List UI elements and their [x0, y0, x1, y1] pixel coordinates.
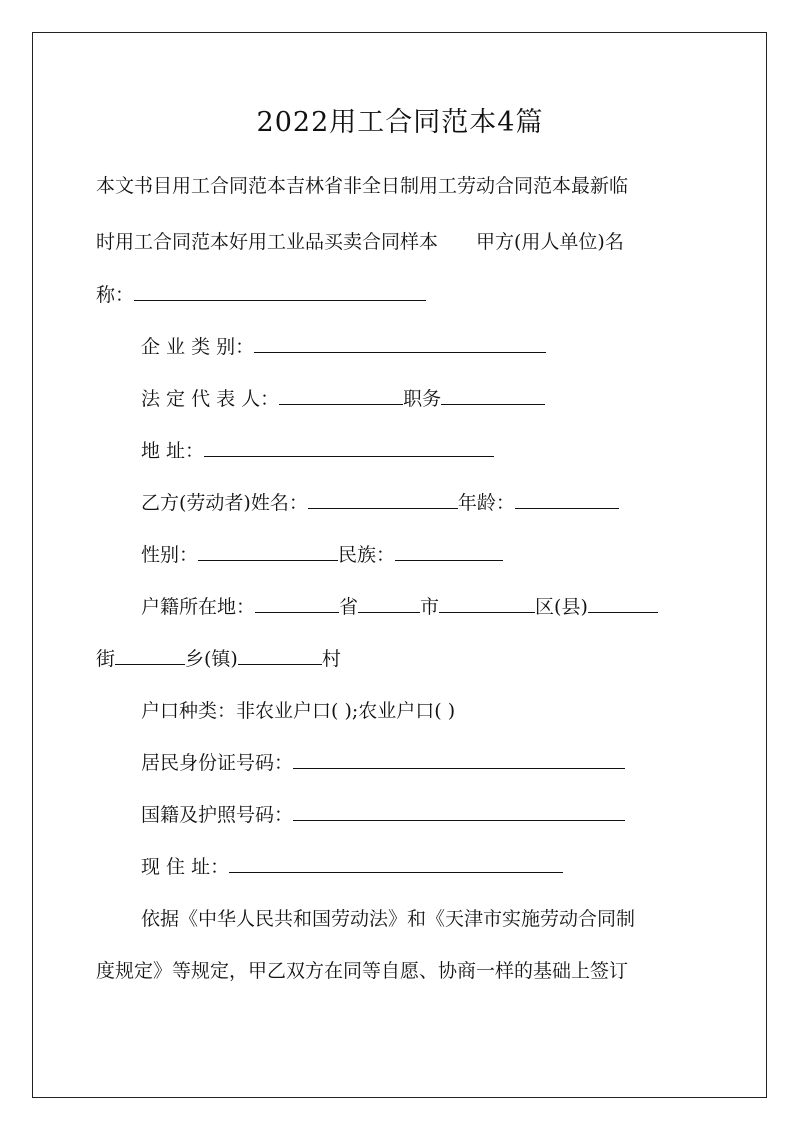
residence-row: [141, 854, 563, 880]
address-row: [141, 438, 494, 464]
district-after-blank: [588, 594, 658, 613]
id-number-label: 居民身份证号码：: [141, 752, 294, 774]
employer-name-label: 称：: [96, 284, 135, 306]
party-b-name-blank: [308, 490, 458, 509]
province-blank: [255, 594, 339, 613]
city-blank: [358, 594, 420, 613]
hukou-type-row: 户口种类：非农业户口( );农业户口( ): [141, 700, 456, 722]
position-blank: [441, 386, 545, 405]
township-blank: [238, 646, 322, 665]
residence-label: 现 住 址：: [141, 856, 230, 878]
hukou-location-row-2: [96, 646, 341, 672]
representative-row: [141, 386, 545, 412]
village-label: 村: [321, 648, 341, 670]
age-label: 年龄：: [457, 492, 515, 514]
township-label: 乡(镇): [185, 648, 238, 670]
address-label: 地 址：: [141, 440, 205, 462]
position-label: 职务: [403, 388, 442, 410]
category-row: [141, 334, 546, 360]
category-blank: [254, 334, 546, 353]
hukou-location-row: [141, 594, 658, 620]
province-label: 省: [339, 596, 359, 618]
party-b-row: [141, 490, 619, 516]
id-number-row: [141, 750, 625, 776]
basis-line-1: 依据《中华人民共和国劳动法》和《天津市实施劳动合同制: [141, 908, 636, 930]
party-b-name-label: 乙方(劳动者)姓名：: [141, 492, 308, 514]
passport-blank: [293, 802, 625, 821]
street-label: 街: [96, 648, 116, 670]
ethnicity-blank: [395, 542, 503, 561]
district-blank: [439, 594, 535, 613]
passport-label: 国籍及护照号码：: [141, 804, 294, 826]
gender-blank: [198, 542, 338, 561]
passport-row: [141, 802, 625, 828]
document-title: 2022用工合同范本4篇: [256, 107, 544, 138]
gender-row: [141, 542, 503, 568]
category-label: 企 业 类 别：: [141, 336, 255, 358]
employer-name-blank: [134, 282, 426, 301]
representative-label: 法 定 代 表 人：: [141, 388, 280, 410]
address-blank: [204, 438, 494, 457]
city-label: 市: [420, 596, 440, 618]
intro-line-2: 时用工合同范本好用工业品买卖合同样本 甲方(用人单位)名: [96, 231, 624, 253]
gender-label: 性别：: [141, 544, 199, 566]
age-blank: [515, 490, 619, 509]
representative-blank: [279, 386, 403, 405]
hukou-location-label: 户籍所在地：: [141, 596, 256, 618]
street-blank: [115, 646, 185, 665]
ethnicity-label: 民族：: [338, 544, 396, 566]
residence-blank: [229, 854, 563, 873]
intro-line-1: 本文书目用工合同范本吉林省非全日制用工劳动合同范本最新临: [96, 175, 629, 197]
basis-line-2: 度规定》等规定，甲乙双方在同等自愿、协商一样的基础上签订: [96, 960, 629, 982]
district-label: 区(县): [535, 596, 588, 618]
employer-name-row: [96, 282, 426, 308]
id-number-blank: [293, 750, 625, 769]
